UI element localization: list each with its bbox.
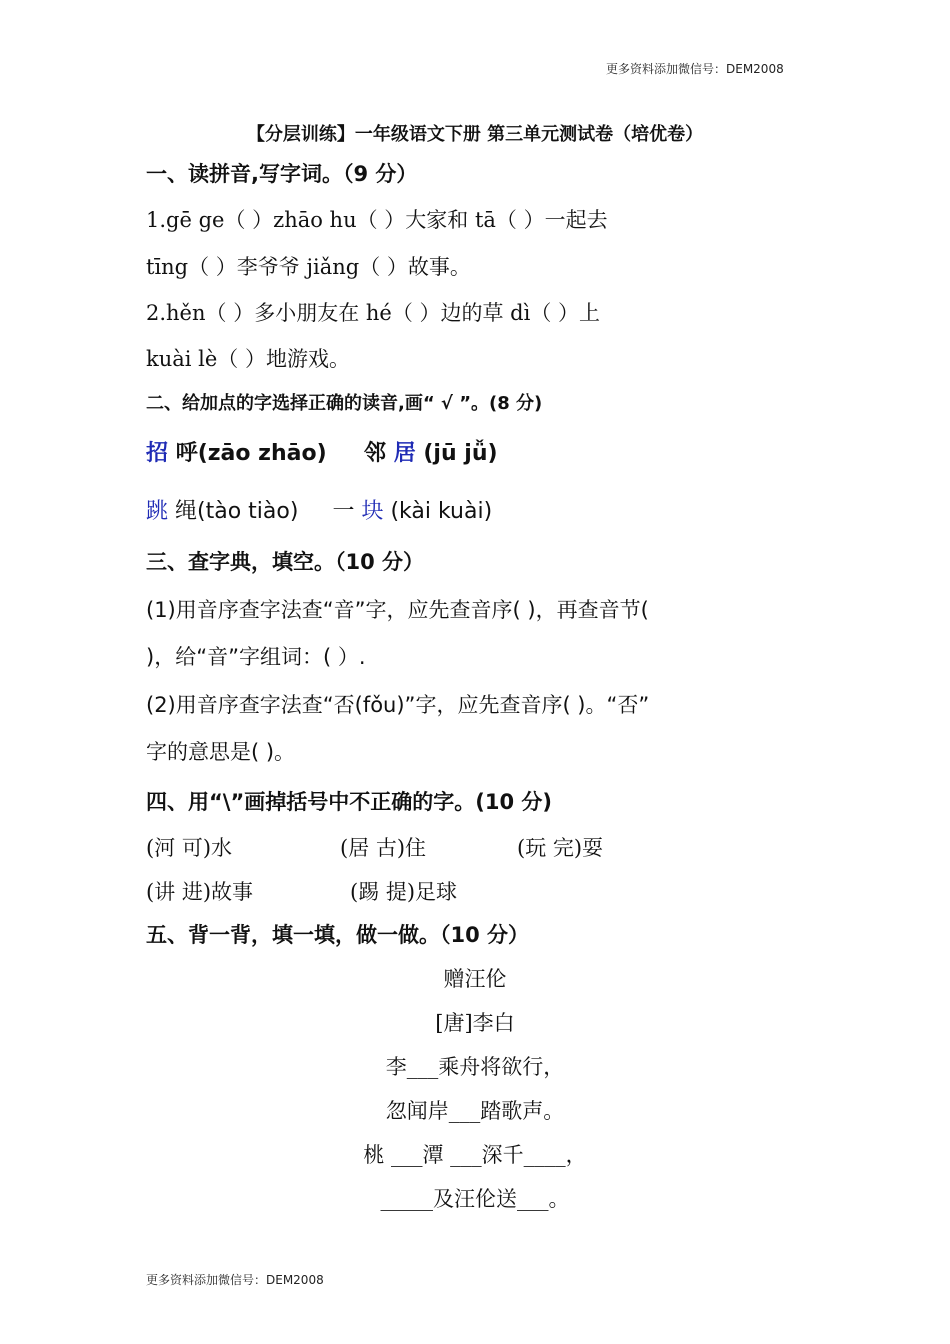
poem-title: 赠汪伦 <box>443 967 507 991</box>
s4-item: (讲 进)故事 <box>146 880 254 904</box>
pinyin-options: 呼(zāo zhāo) <box>175 441 327 466</box>
plain-char: 邻 <box>364 441 387 466</box>
s2-row-2 <box>146 494 492 525</box>
pinyin-options: 绳(tào tiào) <box>175 499 299 524</box>
pinyin-options: (jū jǚ) <box>423 441 498 466</box>
document-title: 【分层训练】一年级语文下册 第三单元测试卷（培优卷） <box>246 124 704 145</box>
s3-line-3: (2)用音序查字法查“否(fǒu)”字，应先查音序( )。“否” <box>146 693 650 717</box>
pinyin-options: (kài kuài) <box>390 499 493 524</box>
poem-line: 李___乘舟将欲行， <box>385 1055 565 1079</box>
section-2-heading: 二、给加点的字选择正确的读音,画“ √ ”。(8 分) <box>146 393 543 414</box>
s2-row-1 <box>146 436 498 467</box>
s1-line-3: 2.hěn（ ）多小朋友在 hé（ ）边的草 dì（ ）上 <box>146 301 601 325</box>
section-4-heading: 四、用“\”画掉括号中不正确的字。(10 分) <box>146 790 553 814</box>
s4-item: (玩 完)耍 <box>517 836 604 860</box>
section-3-heading: 三、查字典，填空。（10 分） <box>146 550 425 574</box>
dotted-char: 招 <box>146 441 169 466</box>
s1-line-1: 1.gē ge（ ）zhāo hu（ ）大家和 tā（ ）一起去 <box>146 208 608 232</box>
s4-item: (踢 提)足球 <box>350 880 458 904</box>
s3-line-4: 字的意思是( )。 <box>146 740 296 764</box>
section-5-heading: 五、背一背，填一填，做一做。（10 分） <box>146 923 530 947</box>
plain-char: 一 <box>332 499 355 524</box>
poem-line: 桃 ___潭 ___深千____， <box>363 1143 587 1167</box>
s4-item: (居 古)住 <box>340 836 427 860</box>
s1-line-4: kuài lè（ ）地游戏。 <box>146 347 350 371</box>
poem-line: 忽闻岸___踏歌声。 <box>385 1099 565 1123</box>
poem-line: _____及汪伦送___。 <box>380 1187 570 1211</box>
header-note: 更多资料添加微信号：DEM2008 <box>606 62 784 76</box>
s3-line-1: (1)用音序查字法查“音”字，应先查音序( )，再查音节( <box>146 598 649 622</box>
footer-note: 更多资料添加微信号：DEM2008 <box>146 1273 324 1287</box>
dotted-char: 块 <box>361 499 384 524</box>
s3-line-2: )，给“音”字组词：( ）. <box>146 645 366 669</box>
s1-line-2: tīng（ ）李爷爷 jiǎng（ ）故事。 <box>146 255 471 279</box>
dotted-char: 跳 <box>146 499 169 524</box>
dotted-char: 居 <box>393 441 416 466</box>
poem-author: [唐]李白 <box>435 1011 515 1035</box>
section-1-heading: 一、读拼音,写字词。（9 分） <box>146 162 418 186</box>
s4-item: (河 可)水 <box>146 836 233 860</box>
